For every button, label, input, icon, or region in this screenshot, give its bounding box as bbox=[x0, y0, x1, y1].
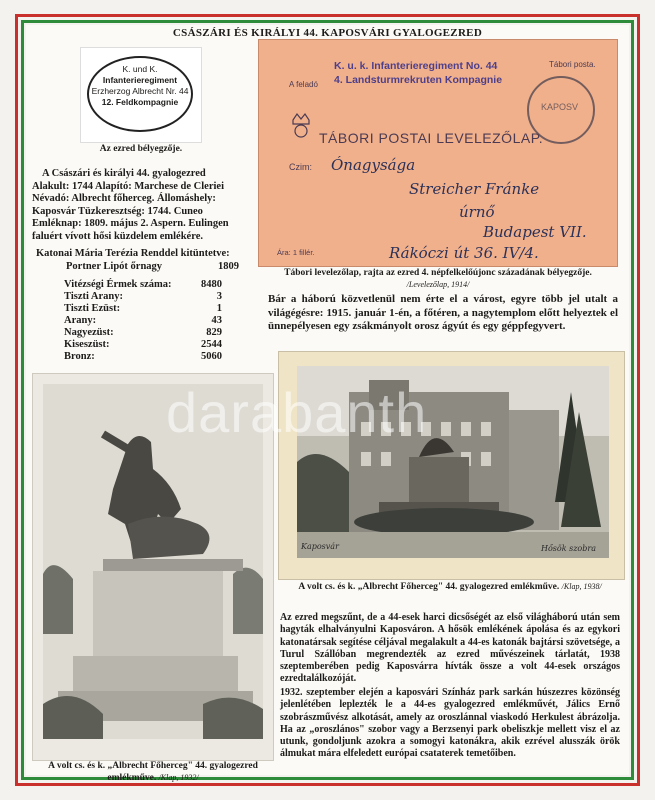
maria-theresia-heading: Katonai Mária Terézia Renddel kitüntetve: bbox=[36, 248, 230, 259]
medal-label: Vitézségi Érmek száma: bbox=[64, 279, 172, 290]
photo-label-left: Kaposvár bbox=[301, 542, 339, 551]
history-line: Kaposvár Tüzkeresztség: 1744. Cuneo bbox=[32, 205, 203, 217]
postcard-price: Ára: 1 fillér. bbox=[277, 248, 315, 257]
medal-row bbox=[64, 327, 222, 339]
stamp-caption: Az ezred bélyegzője. bbox=[99, 144, 183, 154]
medal-label: Nagyezüst: bbox=[64, 327, 114, 338]
stamp-line: Erzherzog Albrecht Nr. 44 bbox=[91, 86, 189, 96]
medal-row bbox=[64, 351, 222, 363]
address-line: úrnő bbox=[459, 203, 495, 221]
medal-value: 829 bbox=[206, 327, 222, 338]
medal-row bbox=[64, 279, 222, 291]
history-line: A Császári és királyi 44. gyalogezred bbox=[42, 168, 206, 179]
history-line: Emléknap: 1809. május 2. Aspern. Eulingen bbox=[32, 218, 229, 229]
address-line: Rákóczi út 36. IV/4. bbox=[389, 244, 539, 262]
postcard-caption bbox=[262, 268, 614, 291]
maria-theresia-name: Portner Lipót őrnagy bbox=[66, 260, 163, 272]
medal-row bbox=[64, 339, 222, 351]
photo-right-caption-source: /Klap, 1938/ bbox=[561, 582, 602, 591]
regiment-stamp bbox=[80, 47, 202, 143]
medal-value: 43 bbox=[211, 315, 222, 326]
stamp-line: K. und K. bbox=[122, 64, 158, 74]
medal-value: 1 bbox=[216, 303, 222, 314]
tabori-posta-label: Tábori posta. bbox=[549, 60, 596, 69]
medal-label: Tiszti Arany: bbox=[64, 291, 124, 302]
cim-label: Czim: bbox=[289, 162, 312, 172]
medals-table bbox=[64, 279, 222, 363]
postcard-heading: TÁBORI POSTAI LEVELEZŐLAP. bbox=[319, 130, 544, 146]
photo-right-caption bbox=[280, 582, 620, 592]
photo-label-right: Hősök szobra bbox=[541, 544, 596, 553]
postcard-caption-main: Tábori levelezőlap, rajta az ezred 4. népfelkelőújonc századának bélyegzője. bbox=[284, 268, 592, 278]
medal-row bbox=[64, 303, 222, 315]
medal-value: 3 bbox=[216, 291, 222, 302]
postcard-stamp-line1: K. u. k. Infanterieregiment No. 44 bbox=[334, 60, 498, 72]
album-sheet bbox=[26, 25, 629, 783]
medal-label: Kiseszüst: bbox=[64, 339, 110, 350]
address-line: Streicher Fránke bbox=[409, 180, 540, 198]
field-postcard bbox=[258, 39, 618, 267]
history-line: Névadó: Albrecht főherceg. Állomáshely: bbox=[32, 193, 216, 204]
medal-value: 8480 bbox=[201, 279, 222, 290]
medal-label: Tiszti Ezüst: bbox=[64, 303, 121, 314]
postcard-stamp-line2: 4. Landsturmrekruten Kompagnie bbox=[334, 74, 503, 86]
photo-left-caption-main: A volt cs. és k. „Albrecht Főherceg" 44. gyalogezred emlékműve. bbox=[48, 761, 258, 783]
monument-paragraph: 1932. szeptember elején a kaposvári Színház park sarkán húszezres közönség jelenlétében leplezték le a 44-es gyalogezred emlékművét, Jálics Ernő szobrászművész alkotását, amely az oroszlánnal viaskodó Herkulest ábrázolja. Ha az „oroszlános" szobor vagy a Berzsenyi park obeliszkje mellett visz el az utunk, gondoljunk azokra a somogyi katonákra, akik ezrével alusszák örök álmukat mára elfeledett európai csataterek temetőiben. bbox=[280, 687, 620, 760]
sender-label: A feladó bbox=[289, 80, 318, 89]
photo-right-caption-main: A volt cs. és k. „Albrecht Főherceg" 44. gyalogezred emlékműve. bbox=[298, 582, 560, 592]
association-paragraph: Az ezred megszűnt, de a 44-esek harci dicsőségét az első világháború után sem hagyták elhalványulni Kaposváron. A hősök emlékének ápolása és az egykori katonatársak segítése céljával megalakult a 44-es katonák bajtársi szövetsége, a Turul Szállóban megrendezték az ezred művészeinek tárlatát, 1938 szeptemberében pedig Kaposvárra hívták össze a volt 44-esek országos ezredtalálkozóját. bbox=[280, 612, 620, 685]
address-line: Ónagysága bbox=[331, 156, 416, 174]
watermark: darabanth bbox=[166, 381, 428, 444]
maria-theresia-year: 1809 bbox=[218, 260, 239, 272]
stamp-line: Infanterieregiment bbox=[102, 75, 178, 85]
history-block bbox=[32, 168, 254, 243]
war-paragraph: Bár a háború közvetlenül nem érte el a várost, egyre több jel utalt a világégésre: 1915. január 1-én, a főtéren, a nagytemplom előtt helyeztek el ünnepélyesen egy zsákmányolt orosz ágyút és egy géppfegyvert. bbox=[268, 293, 618, 333]
stamp-oval bbox=[87, 56, 193, 132]
medal-row bbox=[64, 291, 222, 303]
history-line: faluért vívott hősi küzdelem emlékére. bbox=[32, 230, 203, 242]
history-line: Alakult: 1744 Alapító: Marchese de Cleriei bbox=[32, 180, 224, 192]
medal-value: 2544 bbox=[201, 339, 222, 350]
maria-theresia-block bbox=[36, 248, 251, 273]
postcard-caption-source: /Levelezőlap, 1914/ bbox=[406, 280, 470, 289]
photo-left-caption bbox=[30, 761, 276, 784]
medal-value: 5060 bbox=[201, 351, 222, 362]
crown-emblem-icon bbox=[289, 110, 313, 138]
postmark-text: KAPOSV bbox=[541, 102, 579, 112]
medal-row bbox=[64, 315, 222, 327]
page-title: CSÁSZÁRI ÉS KIRÁLYI 44. KAPOSVÁRI GYALOGEZRED bbox=[172, 27, 483, 39]
address-line: Budapest VII. bbox=[483, 223, 587, 241]
photo-left-caption-source: /Klap, 1932/ bbox=[158, 773, 199, 782]
medal-label: Bronz: bbox=[64, 351, 95, 362]
medal-label: Arany: bbox=[64, 315, 97, 326]
stamp-line: 12. Feldkompagnie bbox=[101, 97, 179, 107]
